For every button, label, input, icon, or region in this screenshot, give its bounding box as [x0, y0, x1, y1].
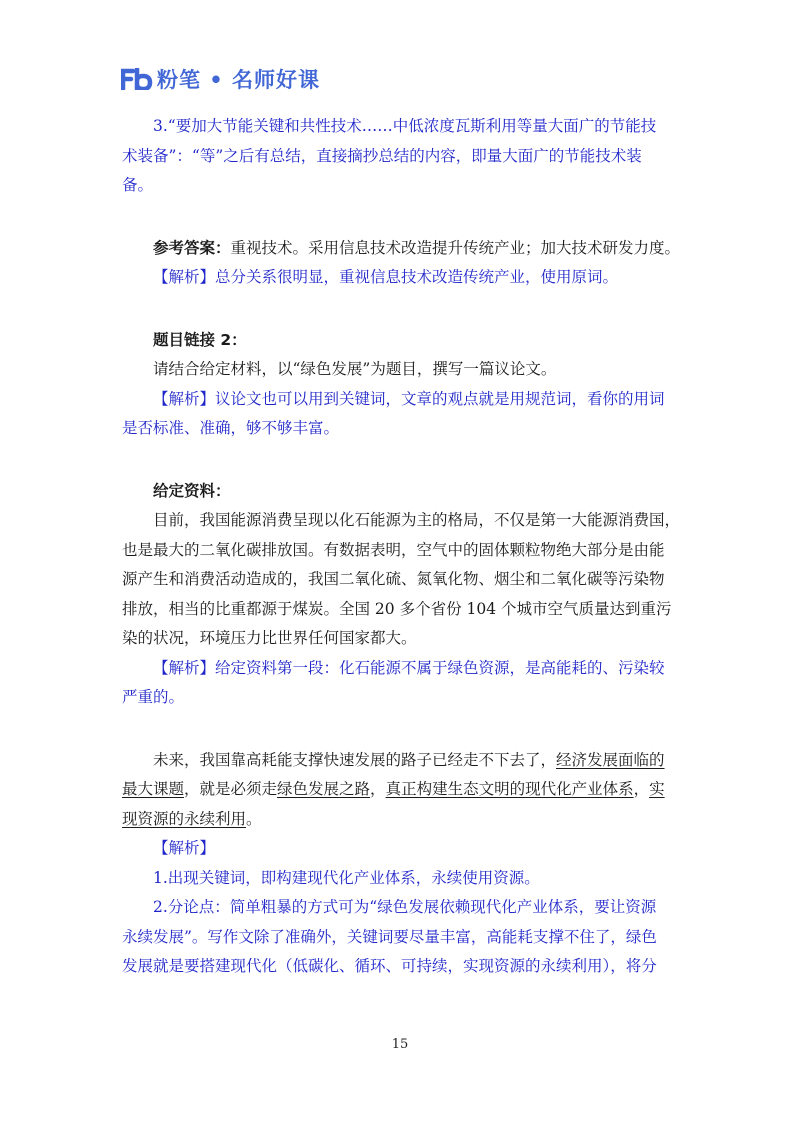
- analysis-line: 【解析】议论文也可以用到关键词，文章的观点就是用规范词，看你的用词: [153, 389, 665, 408]
- text-span: ，: [633, 780, 650, 798]
- underlined-keyword: 最大课题: [122, 780, 185, 798]
- analysis-line: 是否标准、准确，够不够丰富。: [122, 419, 340, 437]
- material-line: 排放，相当的比重都源于煤炭。全国 20 多个省份 104 个城市空气质量达到重污: [122, 599, 672, 618]
- material-line: [122, 746, 682, 776]
- answer-label: 参考答案：: [153, 238, 231, 257]
- logo-text: 粉笔 • 名师好课: [157, 68, 321, 92]
- analysis-title: 【解析】: [153, 839, 216, 857]
- material-line: 源产生和消费活动造成的，我国二氧化硫、氮氧化物、烟尘和二氧化碳等污染物: [122, 570, 665, 588]
- underlined-keyword: 绿色发展之路: [277, 780, 371, 798]
- text-span: ，: [370, 780, 386, 798]
- reference-answer: [122, 234, 682, 264]
- material-line: 染的状况，环境压力比世界任何国家都大。: [122, 629, 417, 647]
- paragraph-line: 术装备”：“等”之后有总结，直接摘抄总结的内容，即量大面广的节能技术装: [122, 146, 642, 165]
- analysis-line: 严重的。: [122, 688, 185, 706]
- section-title: 给定资料：: [153, 481, 231, 500]
- document-body: [122, 112, 682, 982]
- fb-logo-icon: [121, 68, 153, 90]
- material-line: 也是最大的二氧化碳排放国。有数据表明，空气中的固体颗粒物绝大部分是由能: [122, 540, 665, 559]
- paragraph-line: 备。: [122, 176, 154, 194]
- underlined-keyword: 经济发展面临的: [556, 750, 665, 769]
- underlined-keyword: 现资源的永续利用: [122, 809, 247, 828]
- section-title: 题目链接 2：: [153, 330, 247, 349]
- text-span: ，就是必须走: [184, 780, 278, 798]
- material-line: [122, 775, 682, 805]
- analysis-point: 发展就是要搭建现代化（低碳化、循环、可持续，实现资源的永续利用），将分: [122, 957, 657, 975]
- material-line: [122, 805, 682, 835]
- page-number: 15: [391, 1037, 409, 1052]
- analysis-line: 【解析】总分关系很明显，重视信息技术改造传统产业，使用原词。: [153, 268, 619, 286]
- text-span: 未来，我国靠高耗能支撑快速发展的路子已经走不下去了，: [153, 750, 557, 769]
- brand-logo: [121, 62, 320, 96]
- analysis-point: 永续发展”。写作文除了准确外，关键词要尽量丰富，高能耗支撑不住了，绿色: [122, 927, 657, 946]
- analysis-line: 【解析】给定资料第一段：化石能源不属于绿色资源，是高能耗的、污染较: [153, 658, 665, 677]
- material-line: 目前，我国能源消费呈现以化石能源为主的格局，不仅是第一大能源消费国，: [153, 511, 681, 529]
- underlined-keyword: 实: [649, 780, 665, 798]
- analysis-point: 2.分论点：简单粗暴的方式可为“绿色发展依赖现代化产业体系，要让资源: [153, 898, 657, 916]
- paragraph-line: 3.“要加大节能关键和共性技术……中低浓度瓦斯利用等量大面广的节能技: [153, 117, 657, 135]
- answer-text: 重视技术。采用信息技术改造提升传统产业；加大技术研发力度。: [230, 238, 681, 257]
- task-text: 请结合给定材料，以“绿色发展”为题目，撰写一篇议论文。: [153, 360, 557, 378]
- analysis-point: 1.出现关键词，即构建现代化产业体系，永续使用资源。: [153, 868, 540, 887]
- underlined-keyword: 真正构建生态文明的现代化产业体系: [385, 780, 634, 798]
- text-span: 。: [246, 809, 262, 828]
